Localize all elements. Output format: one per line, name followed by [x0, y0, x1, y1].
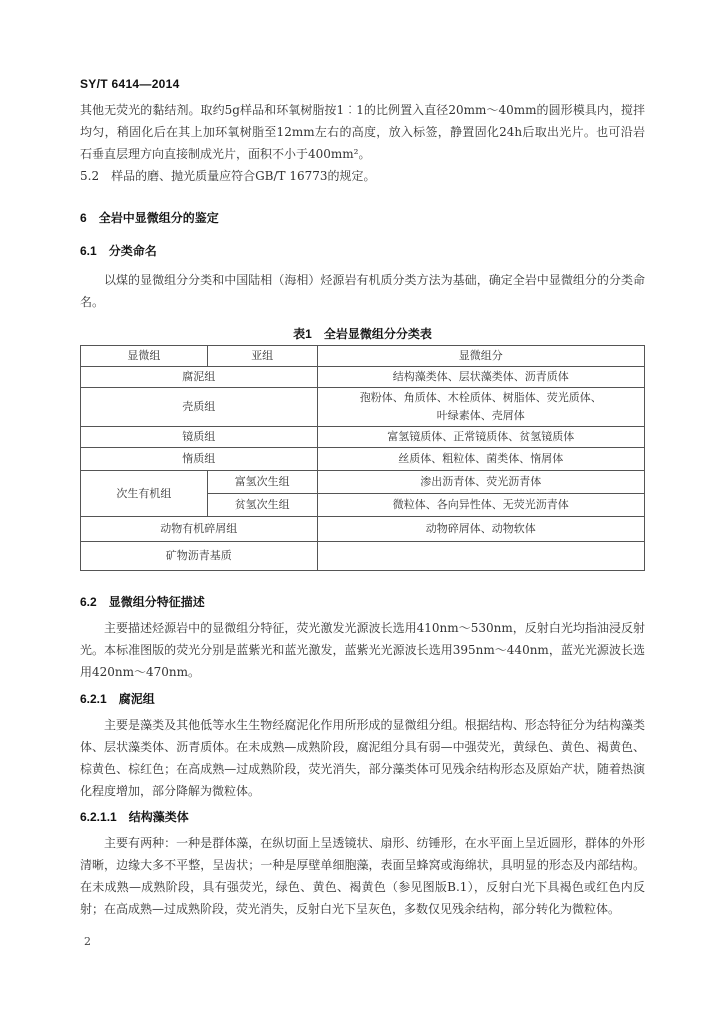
table-row [81, 542, 645, 571]
page-number: 2 [84, 935, 91, 948]
section-6-heading [80, 209, 219, 226]
group-cell: 壳质组 [81, 388, 318, 427]
paragraph-5-2: 5.2 样品的磨、抛光质量应符合GB/T 16773的规定。 [80, 169, 376, 183]
standard-code-header: SY/T 6414—2014 [80, 77, 180, 91]
section-number: 6 [80, 211, 87, 225]
table-row [81, 448, 645, 471]
component-cell [317, 542, 644, 571]
table-row [81, 471, 645, 494]
table-row [81, 427, 645, 448]
component-cell: 渗出沥青体、荧光沥青体 [317, 471, 644, 494]
group-cell: 腐泥组 [81, 367, 318, 388]
section-6-1-heading [80, 242, 157, 259]
component-cell: 结构藻类体、层状藻类体、沥青质体 [317, 367, 644, 388]
section-title: 显微组分特征描述 [108, 595, 205, 609]
component-cell: 丝质体、粗粒体、菌类体、惰屑体 [317, 448, 644, 471]
section-number: 6.2.1 [80, 692, 107, 706]
group-cell: 次生有机组 [81, 471, 208, 517]
section-6-1-body: 以煤的显微组分分类和中国陆相（海相）烃源岩有机质分类方法为基础，确定全岩中显微组分的分类命名。 [80, 273, 645, 309]
header-group: 显微组 [81, 346, 208, 367]
group-cell: 动物有机碎屑组 [81, 517, 318, 542]
component-line: 叶绿素体、壳屑体 [436, 409, 525, 422]
component-cell: 动物碎屑体、动物软体 [317, 517, 644, 542]
table-row [81, 388, 645, 427]
component-cell [317, 388, 644, 427]
header-component: 显微组分 [317, 346, 644, 367]
maceral-classification-table [80, 345, 645, 571]
section-title: 结构藻类体 [128, 810, 189, 824]
subgroup-cell: 富氢次生组 [207, 471, 317, 494]
section-6-2-heading [80, 593, 205, 610]
header-subgroup: 亚组 [207, 346, 317, 367]
section-6-2-1-heading [80, 690, 155, 707]
section-6-2-1-1-body: 主要有两种：一种是群体藻，在纵切面上呈透镜状、扇形、纺锤形，在水平面上呈近圆形，群体的外形清晰，边缘大多不平整，呈齿状；一种是厚壁单细胞藻，表面呈蜂窝或海绵状，具明显的形态及内部结构。在未成熟—成熟阶段，具有强荧光，绿色、黄色、褐黄色（参见图版B.1），反射白光下具褐色或红色内反射；在高成熟—过成熟阶段，荧光消失，反射白光下呈灰色，多数仅见残余结构，部分转化为微粒体。 [80, 836, 645, 916]
section-6-2-1-body: 主要是藻类及其他低等水生生物经腐泥化作用所形成的显微组分组。根据结构、形态特征分为结构藻类体、层状藻类体、沥青质体。在未成熟—成熟阶段，腐泥组分具有弱—中强荧光，黄绿色、黄色、褐黄色、棕黄色、棕红色；在高成熟—过成熟阶段，荧光消失，部分藻类体可见残余结构形态及原始产状，随着热演化程度增加，部分降解为微粒体。 [80, 718, 645, 798]
section-6-2-body: 主要描述烃源岩中的显微组分特征，荧光激发光源波长选用410nm～530nm，反射白光均指油浸反射光。本标准图版的荧光分别是蓝紫光和蓝光激发，蓝紫光光源波长选用395nm～440nm，蓝光光源波长选用420nm～470nm。 [80, 621, 645, 679]
table-title: 全岩显微组分分类表 [323, 327, 432, 341]
group-cell: 镜质组 [81, 427, 318, 448]
component-line: 孢粉体、角质体、木栓质体、树脂体、荧光质体、 [359, 391, 602, 404]
section-number: 6.2.1.1 [80, 810, 117, 824]
table-label: 表1 [293, 327, 312, 341]
table-row [81, 367, 645, 388]
component-cell: 微粒体、各向异性体、无荧光沥青体 [317, 494, 644, 517]
component-cell: 富氢镜质体、正常镜质体、贫氢镜质体 [317, 427, 644, 448]
section-title: 分类命名 [108, 244, 157, 258]
section-6-2-1-1-heading [80, 808, 189, 825]
section-number: 6.1 [80, 244, 97, 258]
section-number: 6.2 [80, 595, 97, 609]
section-title: 全岩中显微组分的鉴定 [98, 211, 219, 225]
table-row [81, 517, 645, 542]
section-title: 腐泥组 [118, 692, 155, 706]
paragraph-5-1-continued: 其他无荧光的黏结剂。取约5g样品和环氧树脂按1︰1的比例置入直径20mm～40mm的圆形模具内，搅拌均匀，稍固化后在其上加环氧树脂至12mm左右的高度，放入标签，静置固化24h后取出光片。也可沿岩石垂直层理方向直接制成光片，面积不小于400mm²。 [80, 103, 645, 161]
table-caption [80, 325, 645, 342]
group-cell: 矿物沥青基质 [81, 542, 318, 571]
subgroup-cell: 贫氢次生组 [207, 494, 317, 517]
group-cell: 惰质组 [81, 448, 318, 471]
